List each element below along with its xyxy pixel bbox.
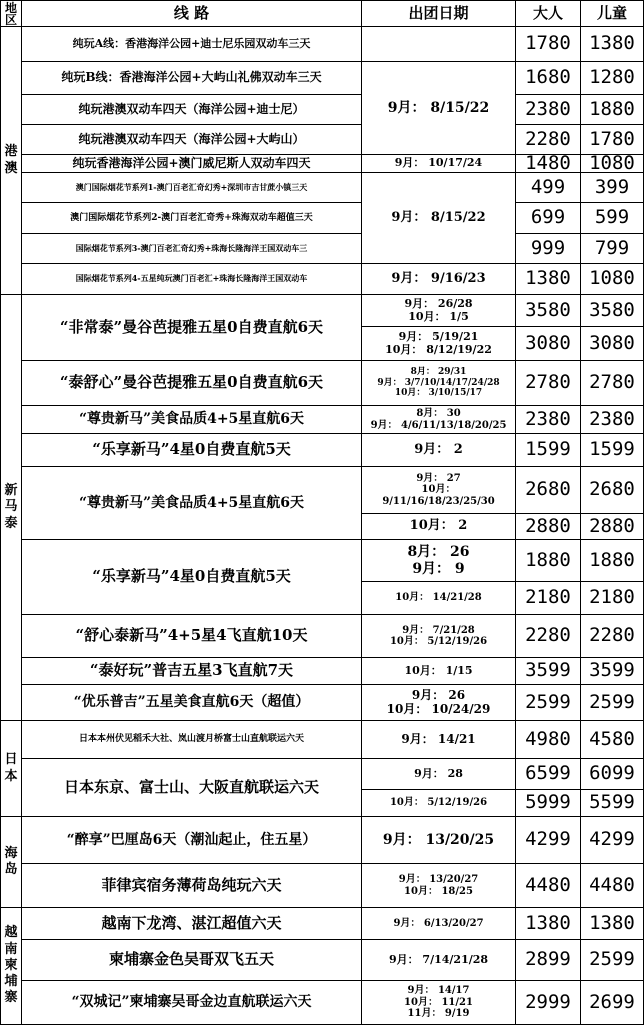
adult-price [516,27,581,62]
date-line: 9月： 6/13/20/27 [393,917,484,929]
route-name: “优乐普吉”五星美食直航6天（超值） [73,694,310,711]
child-price [581,817,644,864]
adult-price-value: 1680 [525,66,571,89]
date-cell [362,759,516,790]
adult-price-value: 699 [530,206,566,229]
route-cell [22,864,362,908]
adult-price [516,790,581,817]
child-price-value: 3080 [589,331,635,354]
header-date-label: 出团日期 [408,3,469,22]
route-name: 澳门国际烟花节系列2-澳门百老汇奇秀+珠海双动车超值三天 [70,212,313,223]
adult-price-value: 6599 [525,762,571,785]
date-line: 8月： 29/31 [410,367,467,378]
date-line: 10月： 11/21 [404,996,473,1008]
adult-price-value: 4299 [525,828,571,851]
date-line: 8月： 30 [416,408,461,419]
region-name: 日本 [4,752,18,784]
adult-price-value: 5999 [525,791,571,814]
route-name: 日本东京、富士山、大阪直航联运六天 [63,777,319,796]
date-line: 9月： 7/21/28 [402,624,475,636]
adult-price-value: 1480 [525,155,571,173]
child-price-value: 799 [594,236,630,259]
child-price [581,27,644,62]
adult-price [516,908,581,940]
route-cell [22,540,362,615]
child-price-value: 2599 [589,948,635,971]
route-cell [22,27,362,62]
date-line: 9月： 13/20/27 [398,874,479,885]
route-cell [22,658,362,685]
adult-price [516,721,581,759]
date-cell [362,264,516,295]
route-cell [22,295,362,361]
adult-price [516,203,581,234]
date-line: 8月： 26 [407,544,470,561]
date-cell [362,62,516,155]
adult-price-value: 2899 [525,948,571,971]
child-price-value: 5599 [589,791,635,814]
adult-price [516,540,581,582]
adult-price-value: 2780 [525,371,571,394]
adult-price [516,759,581,790]
route-cell [22,908,362,940]
header-region [0,0,22,27]
route-name: 澳门国际烟花节系列1-澳门百老汇奇幻秀+深圳市吉甘蔗小镇三天 [75,181,308,192]
region-cell [0,908,22,1025]
child-price-value: 1080 [589,267,635,290]
adult-price-value: 4480 [525,873,571,896]
date-cell [362,514,516,540]
route-name: “泰好玩”普吉五星3飞直航7天 [89,661,294,680]
child-price-value: 2780 [589,371,635,394]
adult-price-value: 2999 [525,990,571,1013]
child-price-value: 2380 [589,407,635,430]
date-line: 9/11/16/18/23/25/30 [382,495,495,507]
adult-price-value: 3599 [525,659,571,682]
child-price-value: 2680 [589,478,635,501]
route-name: 纯玩B线：香港海洋公园+大屿山礼佛双动车三天 [61,70,322,85]
child-price-value: 599 [594,206,630,229]
date-cell [362,864,516,908]
child-price [581,658,644,685]
child-price-value: 1080 [589,155,635,173]
adult-price [516,514,581,540]
adult-price [516,658,581,685]
adult-price [516,582,581,615]
adult-price-value: 2880 [525,514,571,537]
child-price [581,434,644,467]
child-price [581,467,644,514]
date-line: 9月： 14/21 [401,731,476,746]
child-price-value: 2880 [589,514,635,537]
child-price-value: 4299 [589,828,635,851]
route-cell [22,62,362,95]
date-line: 9月： 4/6/11/13/18/20/25 [370,419,507,431]
date-cell [362,434,516,467]
child-price-value: 1599 [589,438,635,461]
child-price [581,759,644,790]
adult-price-value: 1599 [525,438,571,461]
child-price-value: 1880 [589,97,635,120]
adult-price-value: 4980 [525,727,571,750]
date-line: 9月： 26 [411,687,466,702]
adult-price-value: 1880 [525,548,571,571]
adult-price [516,125,581,155]
date-cell [362,327,516,361]
child-price [581,514,644,540]
date-line: 11月： 9/19 [407,1008,470,1020]
date-cell [362,406,516,434]
date-line: 9月： 28 [414,766,463,780]
date-cell-empty [362,27,516,62]
date-cell [362,615,516,658]
child-price [581,908,644,940]
child-price-value: 1380 [589,32,635,55]
date-line: 9月： 27 [416,472,461,484]
child-price [581,295,644,327]
date-line: 9月： 8/15/22 [387,99,490,116]
adult-price [516,361,581,406]
adult-price-value: 2180 [525,586,571,609]
route-name: “尊贵新马”美食品质4+5星直航6天 [78,494,305,511]
date-line: 9月： 3/7/10/14/17/24/28 [377,377,500,388]
route-name: 菲律宾宿务薄荷岛纯玩六天 [101,875,282,894]
adult-price-value: 2280 [525,624,571,647]
child-price-value: 399 [594,175,630,198]
child-price [581,125,644,155]
route-cell [22,95,362,125]
route-cell [22,406,362,434]
route-cell [22,203,362,234]
route-cell [22,759,362,817]
child-price [581,234,644,264]
date-line: 9月： 7/14/21/28 [388,952,489,966]
date-line: 9月： 2 [414,441,463,457]
route-name: “乐享新马”4星0自费直航5天 [92,567,291,586]
date-line: 10月： 1/15 [404,663,473,677]
date-cell [362,790,516,817]
route-cell [22,940,362,981]
date-cell [362,295,516,327]
date-cell [362,173,516,264]
date-cell [362,658,516,685]
route-name: 国际烟花节系列3-澳门百老汇奇幻秀+珠海长隆海洋王国双动车三 [75,242,308,253]
route-name: 纯玩港澳双动车四天（海洋公园+迪士尼） [78,101,305,116]
route-cell [22,125,362,155]
date-cell [362,685,516,721]
header-route [22,0,362,27]
date-line: 10月： 8/12/19/22 [385,342,492,356]
route-name: “舒心泰新马”4+5星4飞直航10天 [75,626,308,645]
date-cell [362,155,516,173]
child-price [581,940,644,981]
adult-price-value: 1380 [525,911,571,934]
adult-price [516,434,581,467]
route-name: “醉享”巴厘岛6天（潮汕起止，住五星） [66,831,317,848]
date-line: 10月： 14/21/28 [395,592,482,604]
route-name: 越南下龙湾、湛江超值六天 [101,913,282,932]
child-price [581,173,644,203]
header-date [362,0,516,27]
route-name: “尊贵新马”美食品质4+5星直航6天 [78,411,305,428]
header-adult [516,0,581,27]
route-cell [22,264,362,295]
child-price-value: 1780 [589,127,635,150]
adult-price-value: 2680 [525,478,571,501]
date-cell [362,721,516,759]
date-cell [362,817,516,864]
adult-price [516,864,581,908]
child-price-value: 4480 [589,873,635,896]
date-cell [362,940,516,981]
child-price [581,95,644,125]
date-line: 10月： 3/10/15/17 [394,388,483,399]
region-name: 越南柬埔寨 [4,925,18,1006]
header-region-label: 地区 [4,0,17,27]
region-cell [0,27,22,295]
child-price [581,406,644,434]
adult-price-value: 999 [530,236,566,259]
adult-price [516,981,581,1025]
date-line: 10月： 10/24/29 [386,701,491,716]
route-name: “乐享新马”4星0自费直航5天 [92,440,291,459]
date-cell [362,908,516,940]
child-price-value: 2280 [589,624,635,647]
adult-price-value: 1380 [525,267,571,290]
route-name: 日本本州伏见稻禾大社、岚山渡月桥富士山直航联运六天 [78,734,304,745]
child-price [581,327,644,361]
date-line: 10月： 2 [409,518,468,534]
adult-price [516,940,581,981]
date-line: 10月： 5/12/19/26 [389,636,488,647]
child-price-value: 3580 [589,298,635,321]
child-price [581,540,644,582]
region-name: 港澳 [4,144,18,176]
route-cell [22,685,362,721]
adult-price [516,406,581,434]
route-name: 纯玩A线：香港海洋公园+迪士尼乐园双动车三天 [72,36,311,50]
adult-price-value: 499 [530,175,566,198]
date-cell [362,582,516,615]
adult-price [516,234,581,264]
date-line: 10月： 5/12/19/26 [389,797,488,809]
route-cell [22,234,362,264]
child-price-value: 2599 [589,690,635,713]
child-price [581,615,644,658]
date-cell [362,467,516,514]
adult-price [516,295,581,327]
adult-price [516,264,581,295]
region-cell [0,721,22,817]
adult-price-value: 1780 [525,32,571,55]
route-cell [22,981,362,1025]
route-name: 柬埔寨金色吴哥双飞五天 [108,950,274,969]
route-cell [22,721,362,759]
region-name: 新马泰 [4,483,18,531]
adult-price [516,685,581,721]
child-price [581,685,644,721]
date-line: 9月： 26/28 [404,296,473,310]
route-cell [22,615,362,658]
route-name: 国际烟花节系列4-五星纯玩澳门百老汇+珠海长隆海洋王国双动车 [75,273,308,284]
child-price-value: 1280 [589,66,635,89]
child-price-value: 2180 [589,586,635,609]
date-line: 9月： 9 [412,560,465,577]
adult-price-value: 2599 [525,690,571,713]
date-line: 9月： 14/17 [407,985,470,997]
adult-price [516,467,581,514]
route-name: “双城记”柬埔寨吴哥金边直航联运六天 [71,994,312,1011]
child-price-value: 3599 [589,659,635,682]
child-price [581,790,644,817]
date-line: 9月： 13/20/25 [382,831,495,848]
adult-price [516,155,581,173]
adult-price [516,95,581,125]
route-cell [22,817,362,864]
adult-price-value: 3080 [525,331,571,354]
adult-price-value: 2380 [525,97,571,120]
region-name: 海岛 [4,845,18,877]
child-price-value: 6099 [589,762,635,785]
header-adult-label: 大人 [532,3,563,22]
adult-price-value: 2280 [525,127,571,150]
route-cell [22,361,362,406]
child-price [581,361,644,406]
date-line: 9月： 8/15/22 [391,209,486,225]
adult-price [516,173,581,203]
region-cell [0,295,22,721]
header-child [581,0,644,27]
route-name: “泰舒心”曼谷芭提雅五星0自费直航6天 [59,373,324,392]
date-line: 9月： 9/16/23 [391,270,486,286]
route-cell [22,434,362,467]
adult-price [516,327,581,361]
header-child-label: 儿童 [596,3,627,22]
child-price [581,981,644,1025]
child-price [581,864,644,908]
route-name: “非常泰”曼谷芭提雅五星0自费直航6天 [59,317,324,336]
adult-price-value: 2380 [525,407,571,430]
date-cell [362,361,516,406]
child-price-value: 2699 [589,990,635,1013]
adult-price [516,62,581,95]
route-cell [22,155,362,173]
child-price [581,264,644,295]
date-line: 10月： 1/5 [408,309,469,323]
route-name: 纯玩香港海洋公园+澳门威尼斯人双动车四天 [72,155,311,170]
child-price-value: 1880 [589,548,635,571]
header-route-label: 线 路 [173,3,210,22]
route-cell [22,173,362,203]
date-cell [362,981,516,1025]
date-line: 9月： 5/19/21 [398,329,479,343]
adult-price [516,817,581,864]
date-line: 9月： 10/17/24 [394,156,483,170]
child-price-value: 4580 [589,727,635,750]
route-name: 纯玩港澳双动车四天（海洋公园+大屿山） [78,131,305,146]
child-price [581,62,644,95]
child-price [581,155,644,173]
route-cell [22,467,362,540]
child-price-value: 1380 [589,911,635,934]
region-cell [0,817,22,908]
adult-price-value: 3580 [525,298,571,321]
date-cell [362,540,516,582]
child-price [581,582,644,615]
date-line: 10月： [421,484,456,496]
date-line: 10月： 18/25 [404,885,473,897]
child-price [581,203,644,234]
child-price [581,721,644,759]
adult-price [516,615,581,658]
